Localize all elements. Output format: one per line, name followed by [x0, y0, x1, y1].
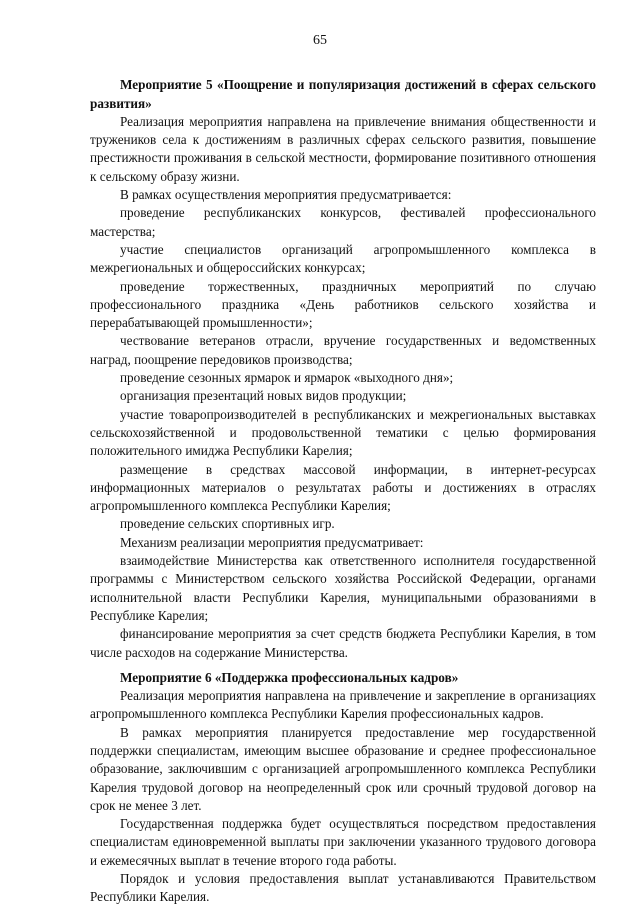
section-6	[90, 669, 596, 907]
list-item: проведение торжественных, праздничных мероприятий по случаю профессионального праздника «День работников сельского хозяйства и перерабатывающей промышленности»;	[90, 278, 596, 331]
paragraph: Реализация мероприятия направлена на привлечение внимания общественности и тружеников села к достижениям в различных сферах сельского развития, повышение престижности проживания в сельской местности, формирование позитивного отношения к сельскому образу жизни.	[90, 113, 596, 184]
page-number: 65	[313, 33, 327, 48]
section-6-heading: Мероприятие 6 «Поддержка профессиональных кадров»	[120, 669, 459, 685]
section-gap	[90, 662, 596, 669]
list-item: размещение в средствах массовой информации, в интернет-ресурсах информационных материалов о результатах работы и достижениях в отраслях агропромышленного комплекса Республики Карелия;	[90, 461, 596, 514]
list-item: организация презентаций новых видов продукции;	[120, 388, 407, 404]
list-item: проведение сельских спортивных игр.	[120, 516, 335, 532]
list-item: чествование ветеранов отрасли, вручение государственных и ведомственных наград, поощрение передовиков производства;	[90, 333, 596, 367]
list-item: проведение сезонных ярмарок и ярмарок «выходного дня»;	[120, 370, 454, 386]
list-item: участие специалистов организаций агропромышленного комплекса в межрегиональных и общероссийских конкурсах;	[90, 241, 596, 276]
paragraph: Государственная поддержка будет осуществляться посредством предоставления специалистам единовременной выплаты при заключении указанного трудового договора и ежемесячных выплат в течение второго года работы.	[90, 816, 596, 868]
section-5	[90, 76, 596, 662]
paragraph: В рамках осуществления мероприятия предусматривается:	[120, 187, 452, 203]
paragraph: Механизм реализации мероприятия предусматривает:	[120, 534, 424, 550]
list-item: участие товаропроизводителей в республиканских и межрегиональных выставках сельскохозяйственной и продовольственной тематики с целью формирования положительного имиджа Республики Карелия;	[90, 406, 596, 459]
paragraph: В рамках мероприятия планируется предоставление мер государственной поддержки специалистам, имеющим высшее образование и среднее профессиональное образование, заключившим с организацией агропромышленного комплекса Республики Карелия трудовой договор на неопределенный срок или срочный трудовой договор на срок не менее 3 лет.	[90, 724, 596, 813]
list-item: финансирование мероприятия за счет средств бюджета Республики Карелия, в том числе расходов на содержание Министерства.	[90, 626, 596, 660]
list-item: проведение республиканских конкурсов, фестивалей профессионального мастерства;	[90, 205, 596, 239]
paragraph: Порядок и условия предоставления выплат устанавливаются Правительством Республики Карелия.	[90, 871, 596, 905]
paragraph: Реализация мероприятия направлена на привлечение и закрепление в организациях агропромышленного комплекса Республики Карелия профессиональных кадров.	[90, 688, 596, 722]
list-item: взаимодействие Министерства как ответственного исполнителя государственной программы с Министерством сельского хозяйства Российской Федерации, органами исполнительной власти Республики Карелия, муниципальными образованиями в Республике Карелия;	[90, 553, 596, 623]
section-5-heading: Мероприятие 5 «Поощрение и популяризация достижений в сферах сельского развития»	[90, 77, 596, 111]
